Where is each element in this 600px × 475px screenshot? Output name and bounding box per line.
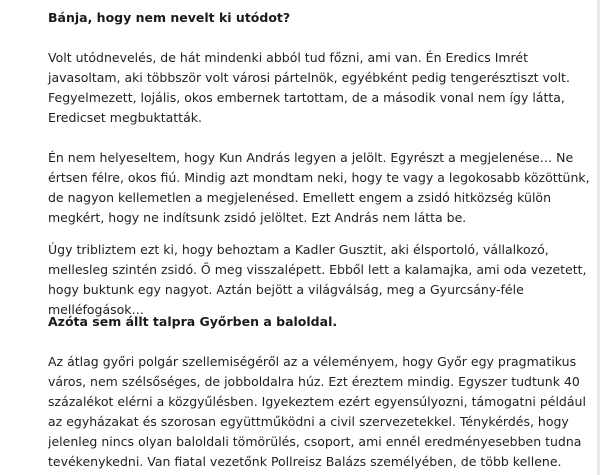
interview-question-2: Azóta sem állt talpra Győrben a baloldal.: [48, 314, 338, 329]
interview-answer-paragraph-2: Én nem helyeseltem, hogy Kun András legyen a jelölt. Egyrészt a megjelenése… Ne értsen félre, okos fiú. Mindig azt mondtam neki, hogy te vagy a legokosabb közöttünk, de nagyon kellemetlen a megjelenésed. Emellett engem a zsidó hitközség külön megkért, hogy ne indítsunk zsidó jelöltet. Ezt András nem látta be.: [48, 150, 590, 225]
interview-answer-paragraph-1: Volt utódnevelés, de hát mindenki abból tud főzni, ami van. Én Eredics Imrét javasoltam, aki többször volt városi pártelnök, egyébként pedig tengerésztiszt volt. Fegyelmezett, lojális, okos embernek tartottam, de a második vonal nem így látta, Eredicset megbuktatták.: [48, 50, 570, 125]
interview-answer-paragraph-3: Úgy tribliztem ezt ki, hogy behoztam a Kadler Gusztit, aki élsportoló, vállalkozó, mellesleg szintén zsidó. Ő meg visszalépett. Ebből lett a kalamajka, ami oda vezetett, hogy buktunk egy nagyot. Aztán bejött a világválság, meg a Gyurcsány-féle melléfogások…: [48, 242, 587, 317]
interview-answer-paragraph-4: Az átlag győri polgár szellemiségéről az a véleményem, hogy Győr egy pragmatikus város, nem szélsőséges, de jobboldalra húz. Ezt éreztem mindig. Egyszer tudtunk 40 százalékot elérni a közgyűlésben. Igyekeztem ezért egyensúlyozni, támogatni például az egyházakat és szorosan együttműködni a civil szervezetekkel. Ténykérdés, hogy jelenleg nincs olyan baloldali tömörülés, csoport, ami ennél eredményesebben tudna tevékenykedni. Van fiatal vezetőnk Pollreisz Balázs személyében, de több kellene.: [48, 354, 586, 469]
interview-question-1: Bánja, hogy nem nevelt ki utódot?: [48, 10, 291, 25]
